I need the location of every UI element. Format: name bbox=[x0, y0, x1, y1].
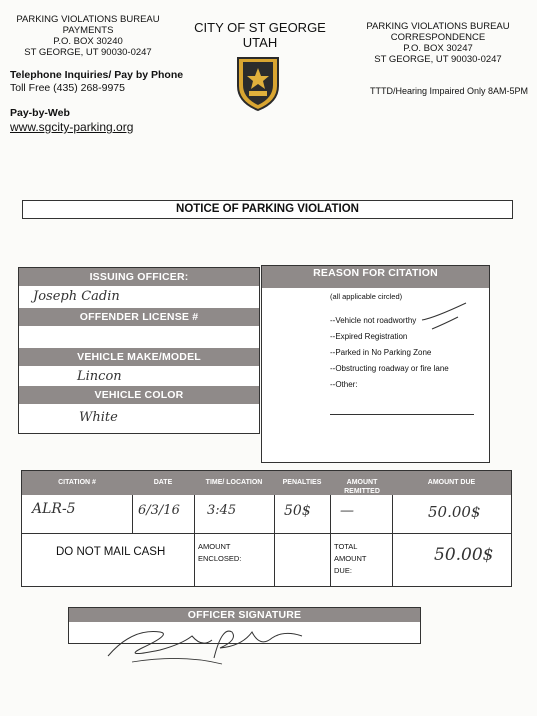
signature-label: OFFICER SIGNATURE bbox=[69, 608, 420, 622]
reason-note: (all applicable circled) bbox=[330, 292, 403, 301]
citation-date: 6/3/16 bbox=[138, 503, 180, 518]
reason-title: REASON FOR CITATION bbox=[262, 266, 489, 288]
reason-item: --Expired Registration bbox=[330, 332, 408, 341]
bureau-department: PAYMENTS bbox=[62, 25, 114, 36]
bureau-name: PARKING VIOLATIONS BUREAU bbox=[16, 14, 160, 25]
other-line bbox=[330, 414, 474, 415]
toll-free-number: Toll Free (435) 268-9975 bbox=[10, 82, 125, 94]
checkmark-icon bbox=[420, 300, 470, 330]
vehicle-make-label: VEHICLE MAKE/MODEL bbox=[19, 348, 259, 366]
col-citation-header: CITATION # bbox=[58, 479, 96, 486]
bureau-department-right: CORRESPONDENCE bbox=[390, 32, 486, 43]
total-amount-value: 50.00$ bbox=[434, 545, 494, 565]
vehicle-color-value: White bbox=[79, 410, 118, 425]
reason-item: --Obstructing roadway or fire lane bbox=[330, 364, 449, 373]
offender-license-value bbox=[19, 326, 259, 348]
offender-license-label: OFFENDER LICENSE # bbox=[19, 308, 259, 326]
city-state-zip-right: ST GEORGE, UT 90030-0247 bbox=[374, 54, 502, 65]
col-time-header: TIME/ LOCATION bbox=[205, 479, 263, 486]
officer-signature-icon bbox=[102, 618, 322, 668]
col-divider bbox=[194, 495, 195, 586]
col-remitted-header: AMOUNT REMITTED bbox=[344, 479, 380, 495]
web-link[interactable]: www.sgcity-parking.org bbox=[10, 120, 134, 134]
col-divider bbox=[392, 495, 393, 586]
phone-heading: Telephone Inquiries/ Pay by Phone bbox=[10, 69, 184, 81]
citation-number: ALR-5 bbox=[32, 501, 76, 517]
col-due-header: AMOUNT DUE bbox=[427, 479, 476, 486]
col-divider bbox=[132, 495, 133, 533]
reason-panel bbox=[261, 265, 490, 463]
issuing-officer-label: ISSUING OFFICER: bbox=[19, 268, 259, 286]
do-not-mail-cash: DO NOT MAIL CASH bbox=[56, 546, 166, 558]
city-title bbox=[180, 20, 340, 50]
total-amount-label: TOTAL AMOUNT DUE: bbox=[334, 542, 367, 575]
amount-due: 50.00$ bbox=[428, 503, 481, 521]
bureau-name-right: PARKING VIOLATIONS BUREAU bbox=[366, 21, 510, 32]
amount-remitted: — bbox=[340, 503, 354, 519]
vehicle-color-label: VEHICLE COLOR bbox=[19, 386, 259, 404]
reason-item: --Vehicle not roadworthy bbox=[330, 316, 417, 325]
payments-address bbox=[8, 14, 168, 58]
reason-item: --Other: bbox=[330, 380, 358, 389]
col-divider bbox=[274, 495, 275, 586]
notice-title-box bbox=[22, 200, 513, 219]
citation-time: 3:45 bbox=[207, 503, 237, 518]
amount-enclosed-label: AMOUNT ENCLOSED: bbox=[198, 542, 242, 563]
officer-panel bbox=[18, 267, 260, 434]
col-penalties-header: PENALTIES bbox=[282, 479, 322, 486]
issuing-officer-value: Joseph Cadin bbox=[33, 289, 120, 304]
correspondence-address bbox=[358, 21, 518, 65]
citation-penalties: 50$ bbox=[284, 503, 311, 519]
web-heading: Pay-by-Web bbox=[10, 107, 70, 119]
state-name: UTAH bbox=[242, 35, 278, 50]
police-badge-icon bbox=[234, 54, 282, 112]
po-box: P.O. BOX 30240 bbox=[53, 36, 123, 47]
citation-table bbox=[21, 470, 512, 587]
tttd-line: TTTD/Hearing Impaired Only 8AM-5PM bbox=[370, 86, 529, 96]
po-box-right: P.O. BOX 30247 bbox=[403, 43, 473, 54]
reason-item: --Parked in No Parking Zone bbox=[330, 348, 432, 357]
vehicle-make-value: Lincon bbox=[77, 369, 122, 384]
city-name: CITY OF ST GEORGE bbox=[194, 20, 326, 35]
row-divider bbox=[22, 533, 511, 534]
col-date-header: DATE bbox=[153, 479, 173, 486]
notice-title: NOTICE OF PARKING VIOLATION bbox=[176, 203, 359, 215]
city-state-zip: ST GEORGE, UT 90030-0247 bbox=[24, 47, 152, 58]
col-divider bbox=[330, 495, 331, 586]
